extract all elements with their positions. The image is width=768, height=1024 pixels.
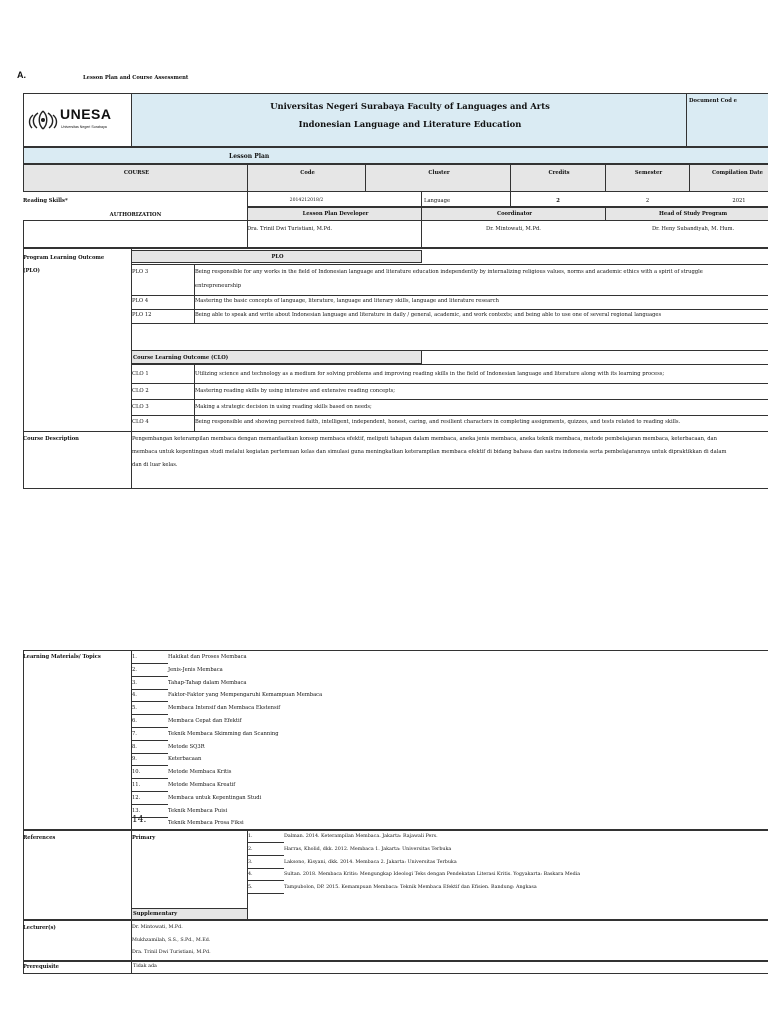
header-logo-cell bbox=[23, 93, 132, 147]
plo-text: Being responsible for any works in the field of Indonesian language and literature education independently by internalizing religious values, norms and academic ethics with a spirit of struggle bbox=[195, 269, 703, 275]
material-number: 1. bbox=[132, 654, 137, 660]
plo-code: PLO 12 bbox=[132, 312, 152, 318]
supplementary-row bbox=[131, 908, 248, 920]
coordinator-name: Dr. Mintowati, M.Pd. bbox=[486, 226, 541, 232]
unesa-emblem-icon bbox=[26, 108, 60, 132]
supplementary-label: Supplementary bbox=[133, 911, 178, 917]
header-code: Code bbox=[300, 170, 315, 176]
material-topic: Jenis-Jenis Membaca bbox=[168, 666, 223, 673]
material-number: 3. bbox=[132, 679, 137, 686]
material-topic: Membaca Cepat dan Efektif bbox=[168, 718, 242, 724]
reference-number: 2. bbox=[248, 846, 253, 852]
header-title-cell bbox=[131, 93, 687, 147]
material-number: 4. bbox=[132, 692, 137, 699]
course-header-credits bbox=[510, 164, 606, 192]
clo-text: Being responsible and showing perceived faith, intelligent, independent, honest, caring, and resilient characters in completing assignments, quizzes, and tests related to reading skills. bbox=[195, 419, 681, 425]
clo-code: CLO 3 bbox=[132, 404, 149, 410]
material-number: 12. bbox=[132, 794, 141, 801]
plo-text-continued: entrepreneurship bbox=[195, 283, 242, 289]
material-topic: Membaca untuk Kepentingan Studi bbox=[168, 794, 262, 801]
lecturer-name: Mukhzamilah, S.S., S.Pd., M.Ed. bbox=[132, 938, 211, 943]
material-topic: Teknik Membaca Skimming dan Scanning bbox=[168, 730, 279, 737]
clo-text: Mastering reading skills by using intensive and extensive reading concepts; bbox=[195, 388, 395, 394]
material-topic: Membaca Intensif dan Membaca Ekstensif bbox=[168, 705, 281, 712]
course-cluster: Language bbox=[424, 198, 451, 204]
material-topic: Metode SQ3R bbox=[168, 743, 205, 750]
reference-entry: Laksono, Kisyani, dkk. 2014. Membaca 2. Jakarta: Universitas Terbuka bbox=[284, 859, 457, 865]
course-description-line: Pengembangan keterampilan membaca dengan memanfaatkan konsep membaca efektif, meliputi tahapan dalam membaca, aneka jenis membaca, aneka teknik membaca, metode pembelajaran membaca, keterbacaan, dan bbox=[132, 436, 717, 442]
header-cluster: Cluster bbox=[428, 170, 450, 176]
head-name: Dr. Heny Subandiyah, M. Hum. bbox=[652, 226, 735, 232]
material-number: 14. bbox=[132, 815, 147, 826]
plo-label-line2: (PLO) bbox=[23, 268, 40, 274]
course-header-code bbox=[247, 164, 366, 192]
plo-code: PLO 3 bbox=[132, 269, 149, 275]
primary-label: Primary bbox=[132, 835, 156, 841]
material-number: 10. bbox=[132, 769, 141, 776]
material-number: 8. bbox=[132, 743, 137, 750]
header-course: COURSE bbox=[123, 170, 150, 176]
clo-text: Making a strategic decision in using reading skills based on needs; bbox=[195, 404, 372, 410]
plo-code: PLO 4 bbox=[132, 298, 149, 304]
developer-name: Dra. Trinil Dwi Turistiani, M.Pd. bbox=[247, 226, 333, 232]
head-header: Head of Study Program bbox=[659, 211, 728, 217]
clo-header-label: Course Learning Outcome (CLO) bbox=[133, 355, 229, 361]
logo-text: UNESA bbox=[60, 106, 112, 122]
plo-text: Being able to speak and write about Indonesian language and literature in daily / general, academic, and work contexts; and being able to use one of several regional languages bbox=[195, 312, 662, 318]
lecturers-label: Lecturer(s) bbox=[23, 925, 56, 931]
plo-header bbox=[131, 250, 422, 263]
material-number: 7. bbox=[132, 730, 137, 737]
material-number: 9. bbox=[132, 756, 137, 763]
material-topic: Teknik Membaca Puisi bbox=[168, 807, 228, 814]
material-topic: Faktor-Faktor yang Mempengaruhi Kemampuan Membaca bbox=[168, 692, 323, 699]
material-topic: Keterbacaan bbox=[168, 756, 202, 763]
auth-header-coordinator bbox=[421, 207, 606, 221]
reference-number: 1. bbox=[248, 834, 253, 839]
program-title: Indonesian Language and Literature Education bbox=[298, 119, 522, 129]
auth-header-developer bbox=[247, 207, 422, 221]
course-name: Reading Skills* bbox=[23, 198, 68, 204]
auth-header-head bbox=[605, 207, 768, 221]
university-title: Universitas Negeri Surabaya Faculty of Languages and Arts bbox=[270, 101, 550, 111]
header-credits: Credits bbox=[548, 170, 570, 176]
material-number: 2. bbox=[132, 666, 137, 673]
lecturer-name: Dr. Mintowati, M.Pd. bbox=[132, 925, 183, 930]
clo-code: CLO 2 bbox=[132, 388, 149, 394]
developer-header: Lesson Plan Developer bbox=[302, 211, 369, 217]
material-topic: Metode Membaca Kritis bbox=[168, 769, 232, 776]
material-number: 11. bbox=[132, 782, 141, 788]
unesa-logo bbox=[26, 108, 60, 136]
reference-number: 5. bbox=[248, 885, 253, 891]
plo-label-line1: Program Learning Outcome bbox=[23, 255, 105, 261]
course-description-line: dan di luar kelas. bbox=[132, 462, 178, 468]
materials-label: Learning Materials/ Topics bbox=[23, 654, 101, 660]
course-header-course bbox=[23, 164, 248, 192]
document-code-cell bbox=[686, 93, 768, 147]
material-topic: Hakikat dan Proses Membaca bbox=[168, 654, 247, 660]
course-header-semester bbox=[605, 164, 690, 192]
lesson-plan-label: Lesson Plan bbox=[229, 153, 270, 160]
coordinator-header: Coordinator bbox=[496, 211, 533, 217]
auth-names-row bbox=[23, 220, 768, 248]
reference-entry: Harras, Kholid, dkk. 2012. Membaca 1. Jakarta: Universitas Terbuka bbox=[284, 846, 452, 852]
reference-entry: Dalman. 2014. Keterampilan Membaca. Jakarta: Rajawali Pers. bbox=[284, 834, 438, 839]
course-description-line: membaca untuk kepentingan studi melalui kegiatan pertemuan kelas dan simulasi guna meningkatkan keterampilan membaca efektif di bidang bahasa dan sastra indonesia serta pembelajarannya untuk dipraktikkan di dalam bbox=[132, 449, 727, 455]
material-number: 6. bbox=[132, 718, 137, 724]
header-compilation-date: Compilation Date bbox=[712, 170, 763, 176]
clo-header bbox=[131, 350, 422, 364]
document-code-label: Document Cod e bbox=[689, 98, 737, 104]
reference-entry: Tampubolon, DP. 2015. Kemampuan Membaca: Teknik Membaca Efektif dan Efisien. Bandung: Angkasa bbox=[284, 885, 537, 891]
logo-subtext: Universitas Negeri Surabaya bbox=[61, 125, 107, 129]
lesson-plan-row bbox=[23, 147, 768, 164]
course-semester: 2 bbox=[645, 198, 650, 204]
material-number: 13. bbox=[132, 807, 141, 814]
material-topic: Teknik Membaca Prosa Fiksi bbox=[168, 820, 244, 827]
prerequisite-value: Tidak ada bbox=[133, 964, 157, 969]
course-header-cluster bbox=[365, 164, 511, 192]
plo-text: Mastering the basic concepts of language, literature, language and literary skills, language and literature research bbox=[195, 298, 499, 304]
course-code: 2014212018/2 bbox=[289, 198, 324, 203]
clo-code: CLO 1 bbox=[132, 371, 149, 377]
references-label: References bbox=[23, 835, 56, 841]
reference-number: 3. bbox=[248, 859, 253, 865]
section-title: Lesson Plan and Course Assessment bbox=[83, 75, 189, 81]
reference-entry: Sultan. 2018. Membaca Kritis: Mengungkap Ideologi Teks dengan Pendekatan Literasi Kritis. Yogyakarta: Baskara Media bbox=[284, 872, 581, 878]
plo-header-label: PLO bbox=[271, 254, 284, 260]
course-compilation-date: 2021 bbox=[732, 198, 746, 204]
authorization-label: AUTHORIZATION bbox=[109, 212, 162, 218]
prerequisite-label: Prerequisite bbox=[23, 964, 59, 970]
lecturer-name: Dra. Trinil Dwi Turistiani, M.Pd. bbox=[132, 950, 211, 955]
material-topic: Tahap-Tahap dalam Membaca bbox=[168, 679, 247, 686]
course-credits: 2 bbox=[556, 198, 560, 204]
header-semester: Semester bbox=[634, 170, 663, 176]
material-number: 5. bbox=[132, 705, 137, 712]
course-description-label: Course Description bbox=[23, 436, 79, 442]
clo-code: CLO 4 bbox=[132, 419, 149, 425]
section-letter: A. bbox=[17, 70, 26, 80]
reference-number: 4. bbox=[248, 872, 253, 878]
material-topic: Metode Membaca Kreatif bbox=[168, 782, 236, 788]
course-header-date bbox=[689, 164, 768, 192]
clo-text: Utilizing science and technology as a medium for solving problems and improving reading skills in the field of Indonesian language and literature along with its learning process; bbox=[195, 371, 665, 377]
